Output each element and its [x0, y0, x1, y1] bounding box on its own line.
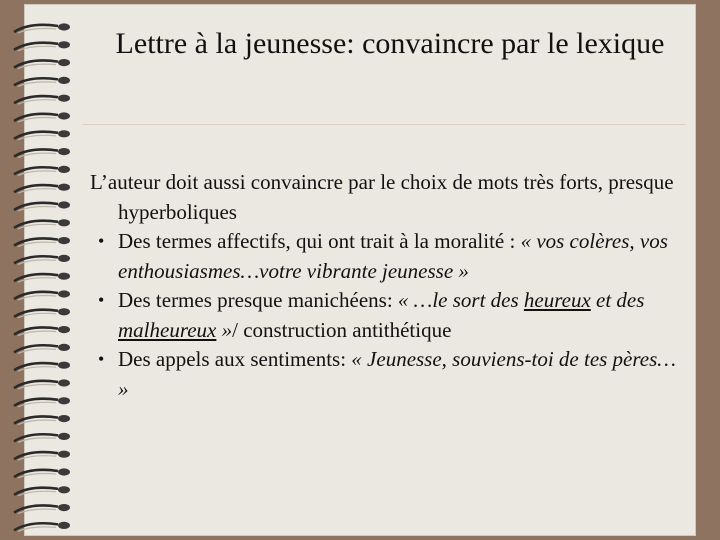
binding-ring [14, 148, 70, 158]
binding-ring [14, 237, 70, 247]
quote-text: « Jeunesse, souviens-toi de tes pères… » [118, 347, 676, 401]
binding-ring [14, 468, 70, 478]
binding-ring [14, 166, 70, 176]
bullet-text: Des termes presque manichéens: [118, 288, 398, 312]
binding-ring [14, 379, 70, 389]
underlined-word: heureux [523, 288, 591, 312]
binding-ring [14, 201, 70, 211]
slide-title: Lettre à la jeunesse: convaincre par le lexique [115, 27, 665, 60]
bullet-icon: • [98, 349, 105, 369]
binding-ring [14, 273, 70, 283]
bullet-icon: • [98, 290, 105, 310]
quote-text: » [216, 317, 233, 342]
binding-ring [14, 59, 70, 69]
binding-ring [14, 23, 70, 33]
binding-ring [14, 130, 70, 140]
bullet-text: / construction antithétique [232, 317, 452, 342]
binding-ring [14, 451, 70, 461]
bullet-icon: • [98, 231, 105, 251]
underlined-word: malheureux [118, 317, 217, 342]
quote-text: et des [590, 288, 645, 312]
binding-ring [14, 41, 70, 51]
binding-ring [14, 326, 70, 336]
bullet-item-manicheens [90, 286, 680, 345]
binding-ring [14, 486, 70, 496]
bullet-text: Des appels aux sentiments: [118, 347, 352, 371]
binding-ring [14, 77, 70, 87]
bullet-text: Des termes affectifs, qui ont trait à la moralité : [118, 229, 516, 253]
bullet-item-sentiments [90, 345, 680, 404]
binding-ring [14, 397, 70, 407]
quote-text: « vos colères, vos enthousiasmes…votre vibrante jeunesse » [118, 229, 668, 283]
intro-paragraph: L’auteur doit aussi convaincre par le choix de mots très forts, presque hyperboliques [90, 170, 674, 224]
bullet-item-affectifs [90, 227, 680, 286]
binding-ring [14, 362, 70, 372]
binding-ring [14, 255, 70, 265]
binding-ring [14, 344, 70, 354]
binding-ring [14, 308, 70, 318]
binding-ring [14, 219, 70, 229]
binding-ring [14, 184, 70, 194]
binding-ring [14, 415, 70, 425]
binding-ring [14, 433, 70, 443]
binding-ring [14, 95, 70, 105]
slide-body [90, 168, 680, 404]
binding-ring [14, 112, 70, 122]
binding-ring [14, 522, 70, 532]
spiral-binding-icon [0, 0, 90, 540]
binding-ring [14, 290, 70, 300]
quote-text: « …le sort des [397, 288, 524, 312]
title-divider [82, 124, 686, 125]
binding-ring [14, 504, 70, 514]
bullet-list [90, 227, 680, 404]
